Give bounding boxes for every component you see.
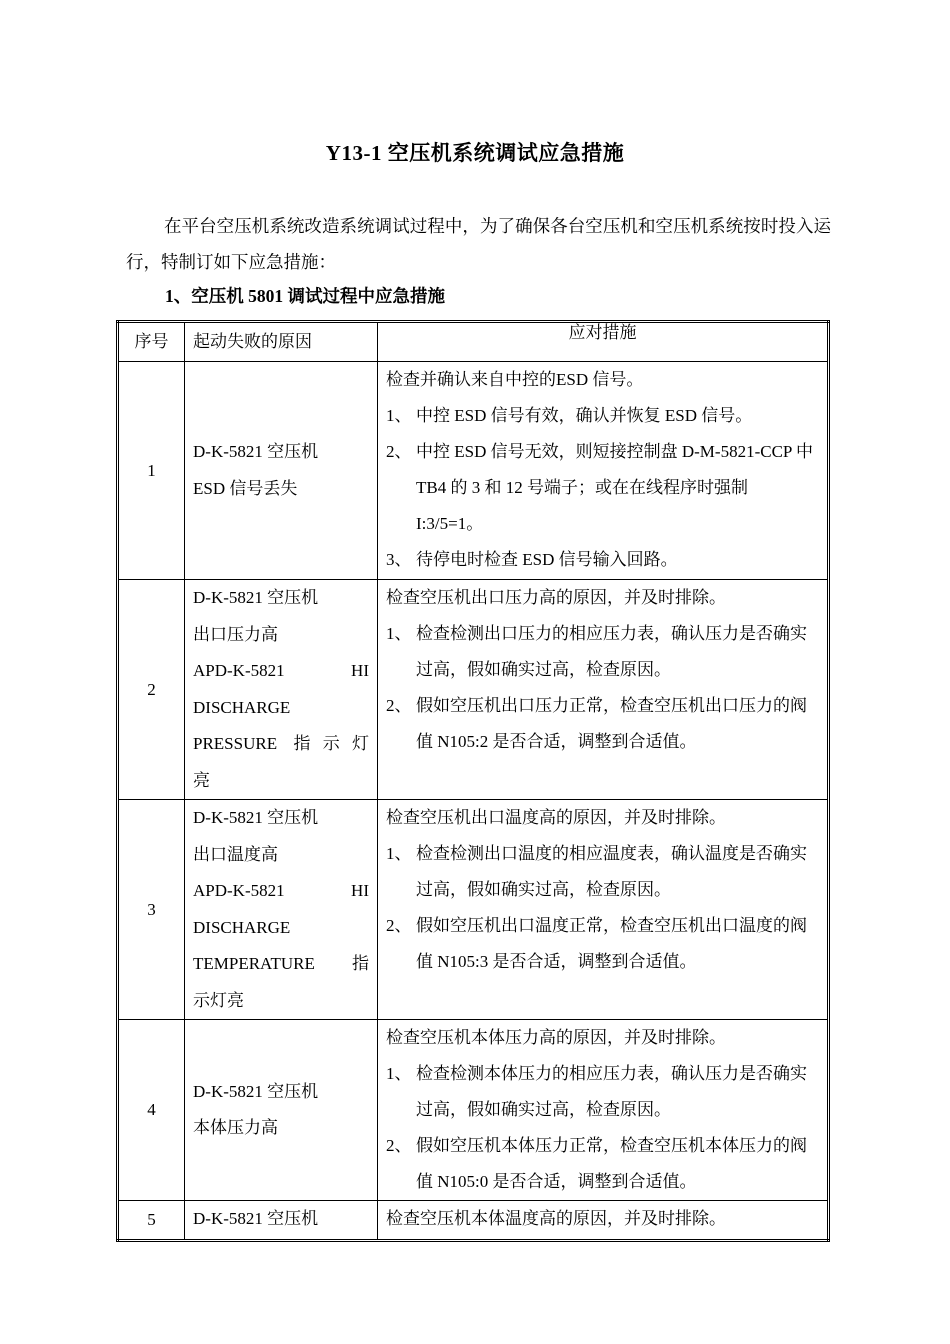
step-number: 1、 (386, 844, 412, 863)
cause-line: 示灯亮 (193, 990, 244, 1010)
cause-line: D-K-5821 空压机 (193, 1081, 319, 1101)
measure-lead: 检查空压机本体压力高的原因，并及时排除。 (386, 1028, 726, 1047)
cause-line: APD-K-5821 HI (193, 881, 369, 900)
measure-step (386, 1128, 819, 1200)
step-text: 检查检测出口温度的相应温度表，确认温度是否确实过高，假如确实过高，检查原因。 (416, 844, 807, 899)
step-text: 假如空压机出口温度正常，检查空压机出口温度的阀值 N105:3 是否合适，调整到合适值。 (416, 916, 807, 971)
table-row (118, 362, 829, 580)
step-text: 假如空压机本体压力正常，检查空压机本体压力的阀值 N105:0 是否合适，调整到合适值。 (416, 1136, 807, 1191)
cause-line: DISCHARGE (193, 917, 291, 937)
cause-line: D-K-5821 空压机 (193, 588, 319, 607)
step-text: 检查检测本体压力的相应压力表，确认压力是否确实过高，假如确实过高，检查原因。 (416, 1064, 807, 1119)
response-measures (378, 362, 829, 580)
step-number: 2、 (386, 1136, 412, 1155)
measure-step (386, 434, 819, 542)
emergency-measures-table (116, 320, 830, 1242)
row-number: 3 (118, 800, 185, 1020)
failure-cause (185, 1201, 378, 1241)
header-num: 序号 (118, 322, 185, 362)
cause-line: 出口温度高 (193, 844, 278, 864)
document-title: Y13-1 空压机系统调试应急措施 (325, 141, 625, 165)
measure-step (386, 616, 819, 688)
cause-line: 亮 (193, 770, 210, 790)
table-row (118, 1201, 829, 1241)
step-number: 1、 (386, 624, 412, 643)
step-text: 待停电时检查 ESD 信号输入回路。 (416, 550, 678, 569)
failure-cause (185, 800, 378, 1020)
step-text: 假如空压机出口压力正常，检查空压机出口压力的阀值 N105:2 是否合适，调整到合适值。 (416, 696, 807, 751)
cause-line: PRESSURE 指示灯 (193, 734, 369, 753)
table-row (118, 580, 829, 800)
measure-lead: 检查空压机出口温度高的原因，并及时排除。 (386, 808, 726, 827)
step-number: 2、 (386, 916, 412, 935)
step-number: 1、 (386, 1064, 412, 1083)
measure-lead: 检查空压机本体温度高的原因，并及时排除。 (386, 1209, 726, 1228)
measure-step (386, 398, 819, 434)
measure-step (386, 908, 819, 980)
failure-cause (185, 1020, 378, 1201)
row-number: 4 (118, 1020, 185, 1201)
row-number: 1 (118, 362, 185, 580)
measure-lead: 检查并确认来自中控的ESD 信号。 (386, 370, 644, 389)
response-measures (378, 1201, 829, 1241)
step-text: 中控 ESD 信号无效，则短接控制盘 D-M-5821-CCP 中 TB4 的 3 和 12 号端子；或在在线程序时强制 I:3/5=1。 (416, 442, 813, 533)
step-number: 2、 (386, 442, 412, 461)
section-heading: 1、空压机 5801 调试过程中应急措施 (165, 286, 445, 306)
cause-line: 本体压力高 (193, 1118, 278, 1137)
failure-cause (185, 362, 378, 580)
cause-line: D-K-5821 空压机 (193, 1209, 319, 1228)
cause-line: TEMPERATURE 指 (193, 954, 369, 973)
step-text: 中控 ESD 信号有效，确认并恢复 ESD 信号。 (416, 406, 753, 425)
response-measures (378, 1020, 829, 1201)
cause-line: DISCHARGE (193, 697, 291, 717)
measure-step (386, 688, 819, 760)
measure-step (386, 1056, 819, 1128)
measure-step (386, 836, 819, 908)
cause-line: 出口压力高 (193, 624, 278, 644)
table-header-row (118, 322, 829, 362)
cause-line: ESD 信号丢失 (193, 478, 298, 498)
header-cause: 起动失败的原因 (185, 322, 378, 362)
response-measures (378, 800, 829, 1020)
step-text: 检查检测出口压力的相应压力表，确认压力是否确实过高，假如确实过高，检查原因。 (416, 624, 807, 679)
step-number: 2、 (386, 696, 412, 715)
table-row (118, 1020, 829, 1201)
failure-cause (185, 580, 378, 800)
cause-line: APD-K-5821 HI (193, 661, 369, 680)
table-row (118, 800, 829, 1020)
intro-paragraph: 在平台空压机系统改造系统调试过程中，为了确保各台空压机和空压机系统按时投入运行，特制订如下应急措施： (126, 216, 831, 272)
step-number: 1、 (386, 406, 412, 425)
row-number: 2 (118, 580, 185, 800)
cause-line: D-K-5821 空压机 (193, 442, 319, 461)
response-measures (378, 580, 829, 800)
step-number: 3、 (386, 550, 412, 569)
measure-step (386, 542, 819, 578)
measure-lead: 检查空压机出口压力高的原因，并及时排除。 (386, 588, 726, 607)
row-number: 5 (118, 1201, 185, 1241)
cause-line: D-K-5821 空压机 (193, 808, 319, 827)
header-action: 应对措施 (378, 322, 829, 362)
